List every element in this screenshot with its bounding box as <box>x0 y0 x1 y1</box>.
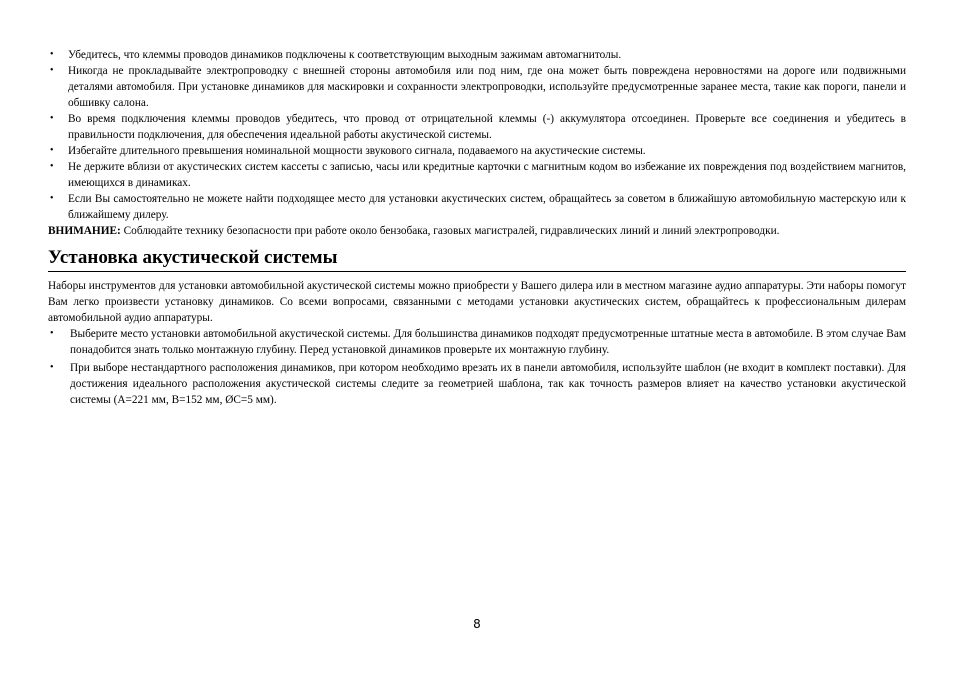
attention-label: ВНИМАНИЕ: <box>48 225 121 237</box>
attention-text: Соблюдайте технику безопасности при работе около бензобака, газовых магистралей, гидравлических линий и линий электропроводки. <box>120 225 780 237</box>
installation-intro: Наборы инструментов для установки автомобильной акустической системы можно приобрести у Вашего дилера или в местном магазине аудио аппаратуры. Эти наборы помогут Вам легко произвести установку динамиков. Со всеми вопросами, связанными с методами установки акустических систем, обращайтесь к профессиональным дилерам автомобильной аудио аппаратуры. <box>48 280 906 324</box>
list-item-text: Не держите вблизи от акустических систем кассеты с записью, часы или кредитные карточки с магнитным кодом во избежание их повреждения под воздействием магнитов, имеющихся в динамиках. <box>68 161 906 189</box>
list-item <box>48 159 906 191</box>
list-item-text: Никогда не прокладывайте электропроводку с внешней стороны автомобиля или под ним, где она может быть повреждена неровностями на дороге или подвижными деталями автомобиля. При установке динамиков для маскировки и сохранности электропроводки, используйте предусмотренные заранее места, такие как пороги, панели и обшивку салона. <box>68 65 906 109</box>
list-item <box>48 47 906 63</box>
bullet-icon: • <box>50 362 54 373</box>
safety-bullet-list <box>48 47 906 223</box>
list-item <box>48 360 906 408</box>
list-item <box>48 326 906 358</box>
installation-bullet-list <box>48 326 906 408</box>
list-item-text: Во время подключения клеммы проводов убедитесь, что провод от отрицательной клеммы (-) аккумулятора отсоединен. Проверьте все соединения и убедитесь в правильности подключения, для обеспечения идеальной работы акустической системы. <box>68 113 906 141</box>
list-item <box>48 111 906 143</box>
bullet-icon: • <box>50 328 54 339</box>
attention-paragraph <box>48 223 906 239</box>
list-item-text: При выборе нестандартного расположения динамиков, при котором необходимо врезать их в панели автомобиля, используйте шаблон (не входит в комплект поставки). Для достижения идеального расположения акустической системы следите за геометрией шаблона, так как точность размеров влияет на качество установки акустической системы (A=221 мм, B=152 мм, ØC=5 мм). <box>70 362 906 406</box>
bullet-icon: • <box>50 145 54 156</box>
bullet-icon: • <box>50 193 54 204</box>
list-item <box>48 191 906 223</box>
page-number: 8 <box>473 617 481 631</box>
section-title: Установка акустической системы <box>48 246 906 272</box>
list-item <box>48 143 906 159</box>
bullet-icon: • <box>50 113 54 124</box>
list-item <box>48 63 906 111</box>
bullet-icon: • <box>50 65 54 76</box>
list-item-text: Избегайте длительного превышения номинальной мощности звукового сигнала, подаваемого на акустические системы. <box>68 145 646 157</box>
document-page <box>48 47 906 410</box>
bullet-icon: • <box>50 49 54 60</box>
list-item-text: Выберите место установки автомобильной акустической системы. Для большинства динамиков подходят предусмотренные штатные места в автомобиле. В этом случае Вам понадобится знать только монтажную глубину. Перед установкой динамиков проверьте их монтажную глубину. <box>70 328 906 356</box>
list-item-text: Убедитесь, что клеммы проводов динамиков подключены к соответствующим выходным зажимам автомагнитолы. <box>68 49 622 61</box>
list-item-text: Если Вы самостоятельно не можете найти подходящее место для установки акустических систем, обращайтесь за советом в ближайшую автомобильную мастерскую или к ближайшему дилеру. <box>68 193 906 221</box>
bullet-icon: • <box>50 161 54 172</box>
